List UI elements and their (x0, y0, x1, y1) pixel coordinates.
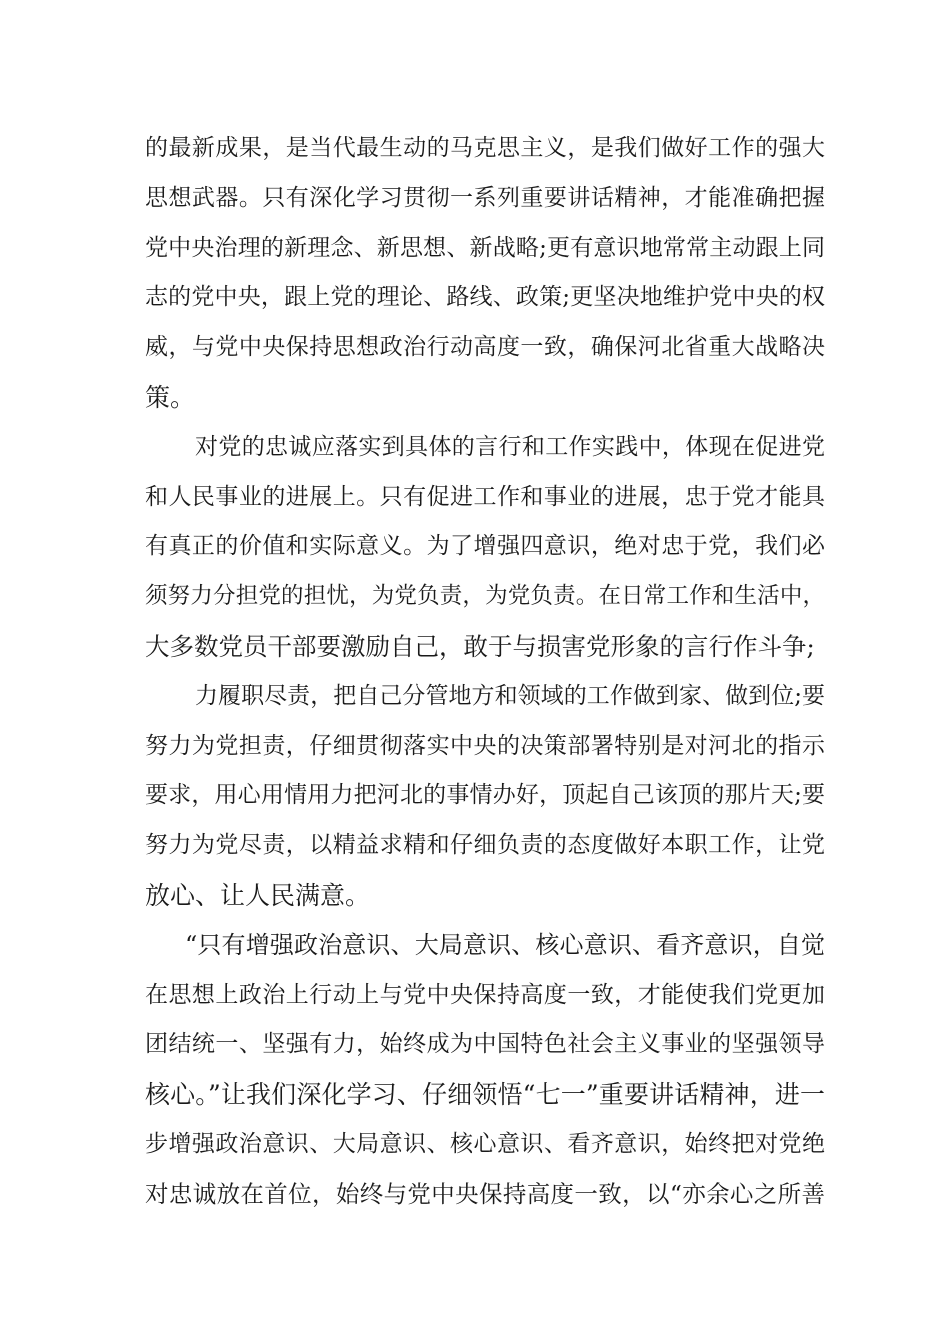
text-line: 团结统一、坚强有力，始终成为中国特色社会主义事业的坚强领导 (145, 1031, 825, 1058)
text-line: 党中央治理的新理念、新思想、新战略;更有意识地常常主动跟上同 (145, 234, 825, 261)
text-line: 有真正的价值和实际意义。为了增强四意识，绝对忠于党，我们必 (145, 533, 825, 560)
text-line-indented: “只有增强政治意识、大局意识、核心意识、看齐意识，自觉 (185, 930, 825, 959)
paragraph-1 (145, 124, 825, 423)
text-line: 大多数党员干部要激励自己，敢于与损害党形象的言行作斗争; (145, 631, 815, 661)
text-line: 和人民事业的进展上。只有促进工作和事业的进展，忠于党才能具 (145, 483, 825, 510)
text-line: 须努力分担党的担忧，为党负责，为党负责。在日常工作和生活中， (145, 583, 825, 610)
paragraph-3 (145, 672, 825, 921)
document-body (145, 124, 825, 1220)
text-line: 志的党中央，跟上党的理论、路线、政策;更坚决地维护党中央的权 (145, 284, 825, 311)
text-line: 步增强政治意识、大局意识、核心意识、看齐意识，始终把对党绝 (145, 1130, 825, 1157)
text-line-indented: 对党的忠诚应落实到具体的言行和工作实践中，体现在促进党 (195, 433, 825, 460)
text-line: 放心、让人民满意。 (145, 880, 371, 910)
text-line: 对忠诚放在首位，始终与党中央保持高度一致，以“亦余心之所善 (145, 1179, 825, 1208)
text-line: 努力为党尽责，以精益求精和仔细负责的态度做好本职工作，让党 (145, 832, 825, 859)
text-line: 思想武器。只有深化学习贯彻一系列重要讲话精神，才能准确把握 (145, 184, 825, 211)
text-line: 核心。”让我们深化学习、仔细领悟“七一”重要讲话精神，进一 (145, 1080, 825, 1110)
text-line: 威，与党中央保持思想政治行动高度一致，确保河北省重大战略决 (145, 334, 825, 361)
paragraph-2 (145, 423, 825, 672)
text-line: 在思想上政治上行动上与党中央保持高度一致，才能使我们党更加 (145, 981, 825, 1008)
text-line-indented: 力履职尽责，把自己分管地方和领域的工作做到家、做到位;要 (195, 682, 825, 709)
text-line: 努力为党担责，仔细贯彻落实中央的决策部署特别是对河北的指示 (145, 732, 825, 759)
text-line: 要求，用心用情用力把河北的事情办好，顶起自己该顶的那片天;要 (145, 782, 825, 809)
text-line: 策。 (145, 382, 196, 412)
paragraph-4 (145, 921, 825, 1220)
text-line: 的最新成果，是当代最生动的马克思主义，是我们做好工作的强大 (145, 135, 825, 161)
